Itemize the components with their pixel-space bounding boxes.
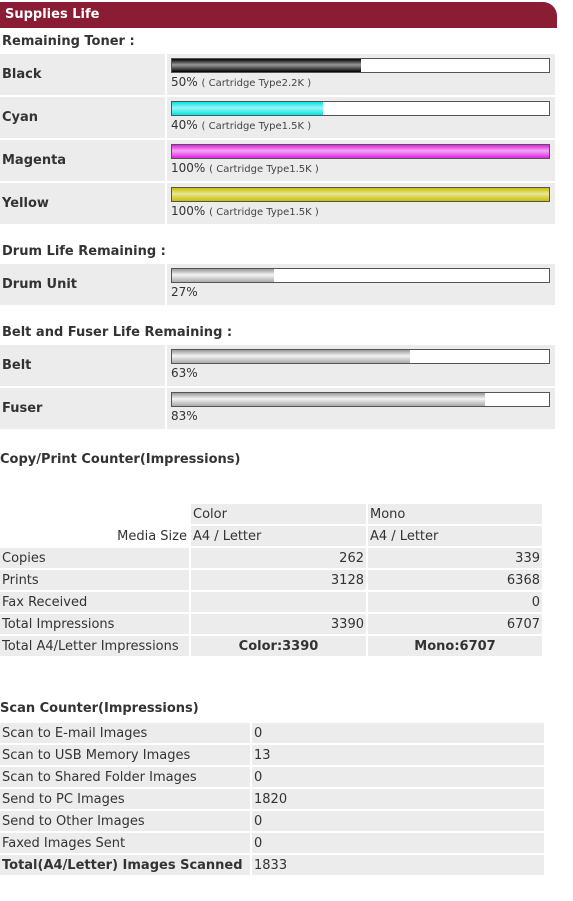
counter-color-value: [191, 592, 366, 612]
belt-life-fill: [172, 350, 410, 363]
toner-percent-value: 50%: [171, 75, 198, 89]
drum-life-bar: [171, 268, 550, 283]
counter-mono-value: 0: [368, 592, 542, 612]
counter-mono-value: 6707: [368, 614, 542, 634]
fuser-life-percent: 83%: [171, 409, 198, 423]
drum-unit-cell: [167, 264, 555, 305]
toner-level-fill: [172, 188, 549, 201]
counter-color-value: 262: [191, 548, 366, 568]
toner-label: Cyan: [0, 97, 165, 138]
counter-label: Fax Received: [0, 592, 189, 612]
media-size-row: [0, 526, 542, 546]
toner-percent-value: 100%: [171, 161, 206, 175]
toner-row-black: [0, 54, 555, 95]
table-row: [0, 723, 544, 743]
toner-percent-value: 40%: [171, 118, 198, 132]
cartridge-type: ( Cartridge Type1.5K ): [201, 121, 312, 132]
scan-label: Scan to Shared Folder Images: [0, 767, 250, 787]
scan-value: 1820: [252, 789, 544, 809]
belt-label: Belt: [0, 345, 165, 386]
total-mono-value: Mono:6707: [368, 636, 542, 656]
fuser-label: Fuser: [0, 388, 165, 429]
fuser-row: [0, 388, 555, 429]
table-row: [0, 570, 542, 590]
scan-value: 0: [252, 723, 544, 743]
toner-percent-value: 100%: [171, 204, 206, 218]
table-row: [0, 789, 544, 809]
total-impressions-row: [0, 636, 542, 656]
counter-mono-value: 6368: [368, 570, 542, 590]
scan-label: Send to PC Images: [0, 789, 250, 809]
toner-level-bar: [171, 144, 550, 159]
color-column-header: Color: [191, 504, 366, 524]
toner-label: Yellow: [0, 183, 165, 224]
counter-color-value: 3390: [191, 614, 366, 634]
belt-cell: [167, 345, 555, 386]
drum-life-percent: 27%: [171, 285, 198, 299]
scan-value: 0: [252, 767, 544, 787]
belt-life-bar: [171, 349, 550, 364]
fuser-life-fill: [172, 393, 485, 406]
toner-row-cyan: [0, 97, 555, 138]
fuser-cell: [167, 388, 555, 429]
drum-unit-row: [0, 264, 555, 305]
drum-life-heading: Drum Life Remaining :: [2, 244, 166, 259]
scan-value: 0: [252, 811, 544, 831]
toner-level-bar: [171, 58, 550, 73]
scan-label: Scan to E-mail Images: [0, 723, 250, 743]
drum-life-fill: [172, 269, 274, 282]
scan-counter-table: [0, 721, 546, 877]
total-scanned-value: 1833: [252, 855, 544, 875]
media-size-color: A4 / Letter: [191, 526, 366, 546]
total-scanned-row: [0, 855, 544, 875]
scan-label: Faxed Images Sent: [0, 833, 250, 853]
supplies-life-title: Supplies Life: [0, 2, 557, 28]
table-row: [0, 767, 544, 787]
copy-print-counter-heading: Copy/Print Counter(Impressions): [0, 452, 241, 467]
toner-level-bar: [171, 187, 550, 202]
toner-row-magenta: [0, 140, 555, 181]
mono-column-header: Mono: [368, 504, 542, 524]
toner-cell: [167, 97, 555, 138]
belt-life-percent: 63%: [171, 366, 198, 380]
counter-mono-value: 339: [368, 548, 542, 568]
toner-cell: [167, 140, 555, 181]
toner-level-fill: [172, 102, 323, 115]
toner-percent: [171, 161, 319, 175]
copy-print-counter-table: [0, 502, 544, 658]
total-scanned-label: Total(A4/Letter) Images Scanned: [0, 855, 250, 875]
blank-cell: [0, 504, 189, 524]
cartridge-type: ( Cartridge Type1.5K ): [209, 164, 319, 175]
scan-label: Send to Other Images: [0, 811, 250, 831]
drum-unit-label: Drum Unit: [0, 264, 165, 305]
scan-value: 0: [252, 833, 544, 853]
toner-cell: [167, 54, 555, 95]
media-size-mono: A4 / Letter: [368, 526, 542, 546]
table-row: [0, 811, 544, 831]
total-a4-letter-label: Total A4/Letter Impressions: [0, 636, 189, 656]
table-header-row: [0, 504, 542, 524]
scan-value: 13: [252, 745, 544, 765]
toner-percent: [171, 75, 311, 89]
belt-row: [0, 345, 555, 386]
table-row: [0, 592, 542, 612]
toner-row-yellow: [0, 183, 555, 224]
scan-label: Scan to USB Memory Images: [0, 745, 250, 765]
counter-label: Copies: [0, 548, 189, 568]
fuser-life-bar: [171, 392, 550, 407]
toner-cell: [167, 183, 555, 224]
scan-counter-heading: Scan Counter(Impressions): [0, 701, 199, 716]
table-row: [0, 614, 542, 634]
toner-label: Black: [0, 54, 165, 95]
total-color-value: Color:3390: [191, 636, 366, 656]
cartridge-type: ( Cartridge Type2.2K ): [201, 78, 312, 89]
counter-color-value: 3128: [191, 570, 366, 590]
toner-label: Magenta: [0, 140, 165, 181]
toner-percent: [171, 204, 319, 218]
media-size-label: Media Size: [0, 526, 189, 546]
counter-label: Prints: [0, 570, 189, 590]
cartridge-type: ( Cartridge Type1.5K ): [209, 207, 319, 218]
belt-fuser-heading: Belt and Fuser Life Remaining :: [2, 325, 233, 340]
table-row: [0, 833, 544, 853]
remaining-toner-heading: Remaining Toner :: [2, 34, 135, 49]
toner-level-fill: [172, 59, 361, 72]
counter-label: Total Impressions: [0, 614, 189, 634]
toner-percent: [171, 118, 311, 132]
toner-level-fill: [172, 145, 549, 158]
toner-level-bar: [171, 101, 550, 116]
table-row: [0, 745, 544, 765]
table-row: [0, 548, 542, 568]
